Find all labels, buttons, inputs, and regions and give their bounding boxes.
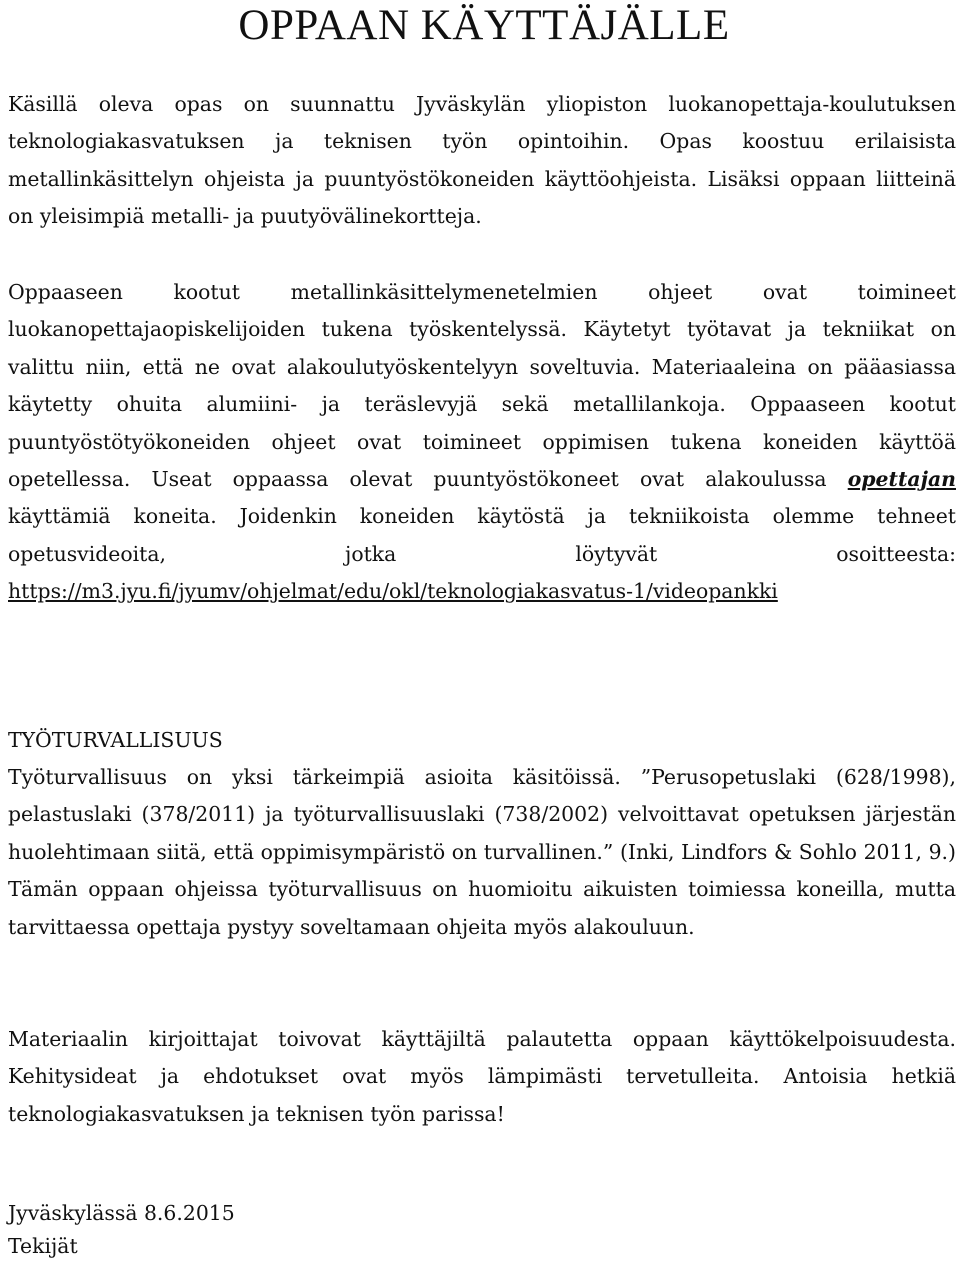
- instructions-text: Oppaaseen kootut metallinkäsittelymenetelmien ohjeet ovat toimineet luokanopettajaopiskelijoiden tukena työskentelyssä. Käytetyt työtavat ja tekniikat on valittu niin, että ne ovat alakoulutyöskentelyyn soveltuvia. Materiaaleina on pääasiassa käytetty ohuita alumiini- ja teräslevyjä sekä metallilankoja. Oppaaseen kootut puuntyöstötyökoneiden ohjeet ovat toimineet oppimisen tukena koneiden käyttöä opetellessa. Useat oppaassa olevat puuntyöstökoneet ovat alakoulussa: [8, 280, 956, 492]
- safety-paragraph: Työturvallisuus on yksi tärkeimpiä asioita käsitöissä. ”Perusopetuslaki (628/1998), pelastuslaki (378/2011) ja työturvallisuuslaki (738/2002) velvoittavat opetuksen järjestän huolehtimaan siitä, että oppimisympäristö on turvallinen.” (Inki, Lindfors & Sohlo 2011, 9.) Tämän oppaan ohjeissa työturvallisuus on huomioitu aikuisten toimiessa koneilla, mutta tarvittaessa opettaja pystyy soveltamaan ohjeita myös alakouluun.: [8, 765, 956, 939]
- video-bank-link[interactable]: https://m3.jyu.fi/jyumv/ohjelmat/edu/okl/teknologiakasvatus-1/videopankki: [8, 579, 778, 604]
- emphasized-word: opettajan: [847, 467, 956, 492]
- signature-block: [8, 1197, 956, 1263]
- section-heading-safety: TYÖTURVALLISUUS: [8, 728, 223, 752]
- signature: Tekijät: [8, 1234, 78, 1258]
- instructions-paragraph: [8, 274, 956, 611]
- feedback-paragraph: Materiaalin kirjoittajat toivovat käyttäjiltä palautetta oppaan käyttökelpoisuudesta. Kehitysideat ja ehdotukset ovat myös lämpimästi tervetulleita. Antoisia hetkiä teknologiakasvatuksen ja teknisen työn parissa!: [8, 1027, 956, 1126]
- document-title: OPPAAN KÄYTTÄJÄLLE: [238, 2, 730, 49]
- instructions-text-continued: käyttämiä koneita. Joidenkin koneiden käytöstä ja tekniikoista olemme tehneet opetusvideoita, jotka löytyvät osoitteesta:: [8, 504, 956, 566]
- intro-paragraph: Käsillä oleva opas on suunnattu Jyväskylän yliopiston luokanopettaja-koulutuksen teknologiakasvatuksen ja teknisen työn opintoihin. Opas koostuu erilaisista metallinkäsittelyn ohjeista ja puuntyöstökoneiden käyttöohjeista. Lisäksi oppaan liitteinä on yleisimpiä metalli- ja puutyövälinekortteja.: [8, 92, 956, 229]
- place-date: Jyväskylässä 8.6.2015: [8, 1201, 235, 1225]
- document-page: [8, 0, 956, 1258]
